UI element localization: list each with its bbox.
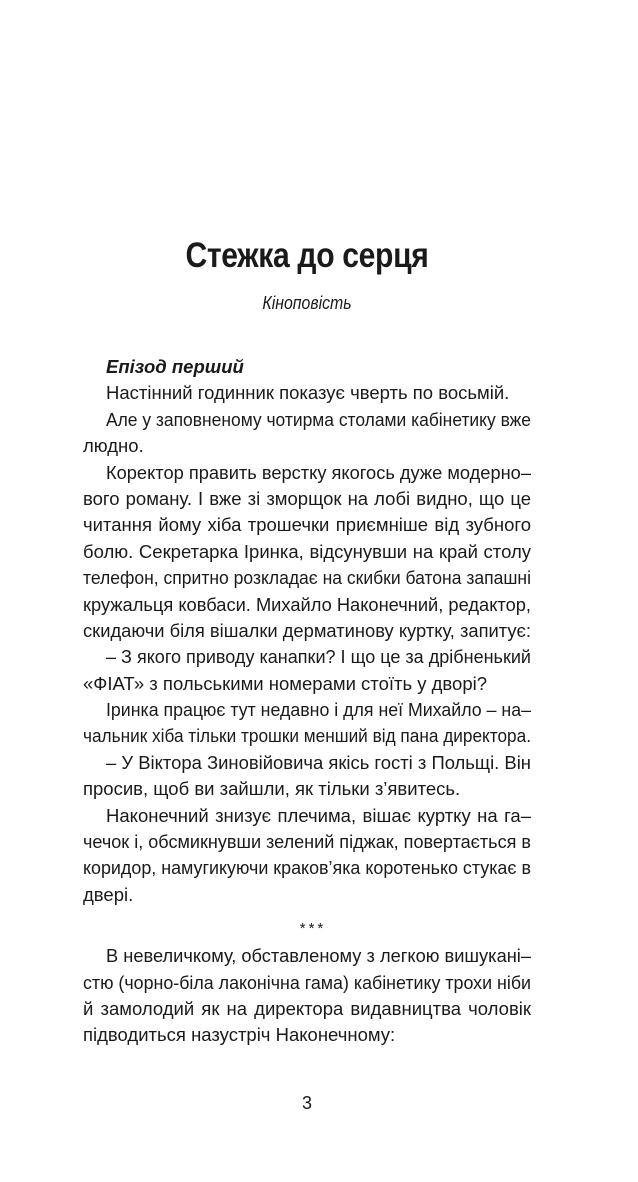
text-line: підводиться назустріч Наконечному: [83, 1024, 396, 1046]
text-line: Настінний годинник показує чверть по восьмій. [106, 382, 510, 404]
text-line: «ФІАТ» з польськими номерами стоїть у дворі? [83, 672, 488, 694]
page-number: 3 [301, 1093, 312, 1113]
section-separator: *** [299, 920, 327, 938]
chapter-title: Стежка до серця [185, 236, 429, 275]
text-line: болю. Секретарка Іринка, відсунувши на край столу [83, 540, 531, 562]
text-line: чечок і, обсмикнувши зелений піджак, повертається в [83, 831, 531, 853]
text-line: телефон, спритно розкладає на скибки батона запашні [83, 567, 532, 589]
text-line: двері. [83, 883, 134, 905]
text-line: людно. [83, 435, 144, 457]
text-line: просив, щоб ви зайшли, як тільки з’явитесь. [83, 778, 461, 800]
text-line: чальник хіба тільки трошки менший від пана директора. [83, 725, 531, 747]
text-line: кружальця ковбаси. Михайло Наконечний, редактор, [83, 593, 531, 615]
text-line: – З якого приводу канапки? І що це за дрібненький [105, 646, 531, 668]
text-line: скидаючи біля вішалки дерматинову куртку, запитує: [83, 619, 532, 641]
text-line: й замолодий як на директора видавництва чоловік [83, 997, 531, 1019]
text-line: вого роману. І вже зі зморщок на лобі видно, що це [83, 487, 531, 509]
chapter-subtitle: Кіноповість [262, 293, 352, 313]
text-line: коридор, намугикуючи краков’яка коротенько стукає в [83, 857, 531, 879]
episode-heading: Епізод перший [106, 356, 244, 377]
body-text [83, 354, 531, 1049]
text-line: стю (чорно-біла лаконічна гама) кабінетику трохи ніби [83, 971, 532, 993]
text-line: – У Віктора Зиновійовича якісь гості з Польщі. Він [105, 751, 531, 773]
text-line: Коректор править верстку якогось дуже модерно– [105, 461, 531, 483]
text-line: В невеличкому, обставленому з легкою вишукані– [105, 945, 532, 967]
text-line: Іринка працює тут недавно і для неї Михайло – на– [105, 699, 531, 721]
text-line: читання йому хіба трошечки приємніше від зубного [83, 514, 531, 536]
text-line: Наконечний знизує плечима, вішає куртку на га– [106, 804, 531, 826]
text-line: Але у заповненому чотирма столами кабінетику вже [105, 408, 532, 430]
